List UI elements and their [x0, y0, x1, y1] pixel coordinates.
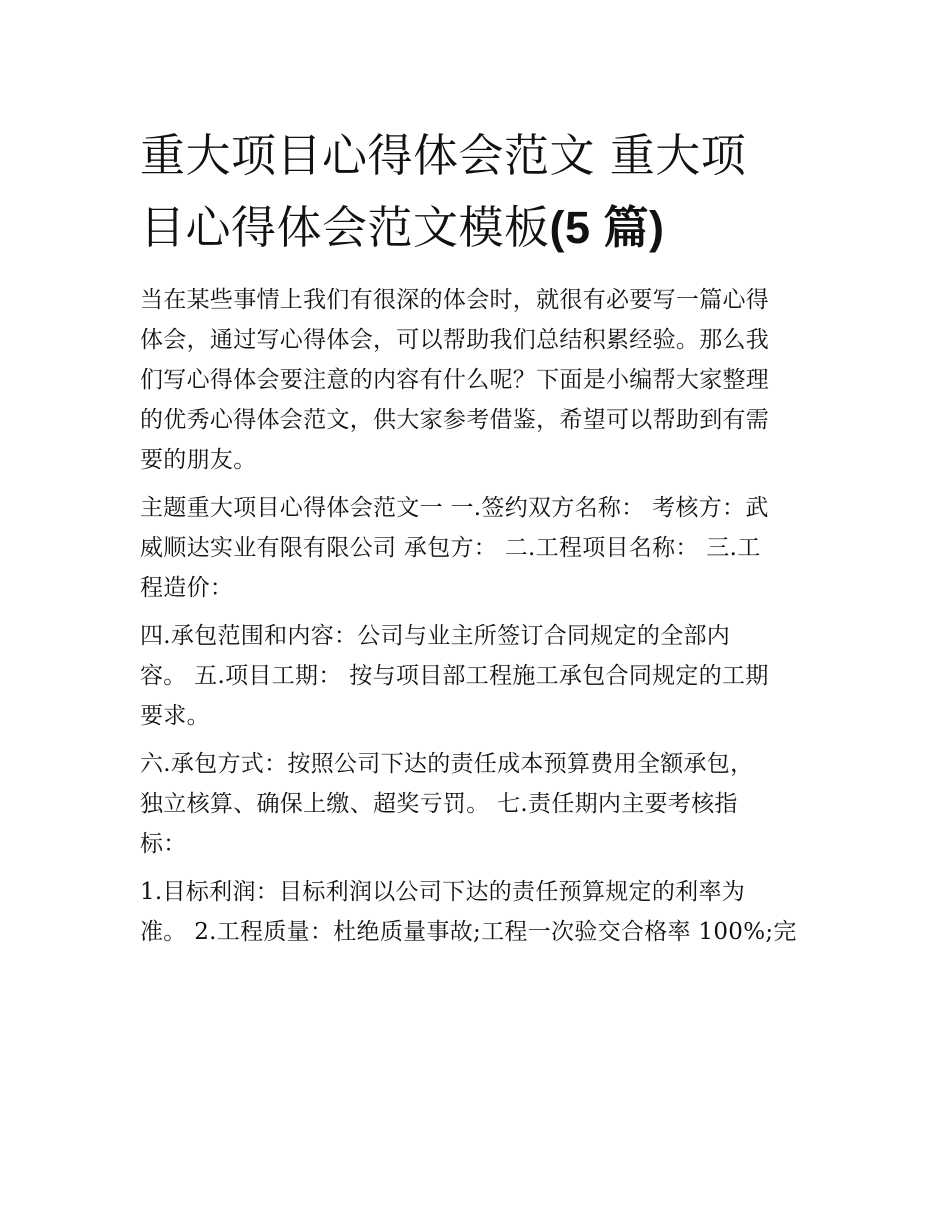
- text-line: 当在某些事情上我们有很深的体会时，就很有必要写一篇心得: [140, 287, 770, 313]
- title-text: 目心得体会范文模板: [140, 201, 550, 254]
- text-line: 程造价：: [140, 575, 234, 601]
- document-content: [140, 120, 815, 960]
- scope-paragraph: [140, 616, 815, 736]
- document-body: [140, 280, 815, 952]
- text-line: 准。 2.工程质量：杜绝质量事故;工程一次验交合格率 100%;完: [140, 919, 797, 945]
- text-line: 要求。: [140, 703, 210, 729]
- text-line: 四.承包范围和内容：公司与业主所签订合同规定的全部内: [140, 623, 731, 649]
- contract-method-paragraph: [140, 744, 815, 864]
- text-line: 独立核算、确保上缴、超奖亏罚。 七.责任期内主要考核指: [140, 791, 738, 817]
- text-line: 体会，通过写心得体会，可以帮助我们总结积累经验。那么我: [140, 327, 770, 353]
- text-line: 六.承包方式：按照公司下达的责任成本预算费用全额承包，: [140, 751, 754, 777]
- text-line: 主题重大项目心得体会范文一 一.签约双方名称： 考核方：武: [140, 495, 769, 521]
- title-count: (5 篇): [549, 202, 665, 253]
- targets-paragraph: [140, 872, 815, 952]
- text-line: 的优秀心得体会范文，供大家参考借鉴，希望可以帮助到有需: [140, 407, 770, 433]
- title-line: 重大项目心得体会范文 重大项: [140, 129, 747, 182]
- title-line: [140, 192, 815, 264]
- text-line: 1.目标利润：目标利润以公司下达的责任预算规定的利率为: [140, 879, 746, 905]
- text-line: 要的朋友。: [140, 447, 257, 473]
- text-line: 容。 五.项目工期： 按与项目部工程施工承包合同规定的工期: [140, 663, 769, 689]
- document-title: [140, 120, 815, 264]
- text-line: 威顺达实业有限有限公司 承包方： 二.工程项目名称： 三.工: [140, 535, 761, 561]
- contract-parties-paragraph: [140, 488, 815, 608]
- intro-paragraph: [140, 280, 815, 480]
- text-line: 们写心得体会要注意的内容有什么呢？下面是小编帮大家整理: [140, 367, 770, 393]
- text-line: 标：: [140, 831, 187, 857]
